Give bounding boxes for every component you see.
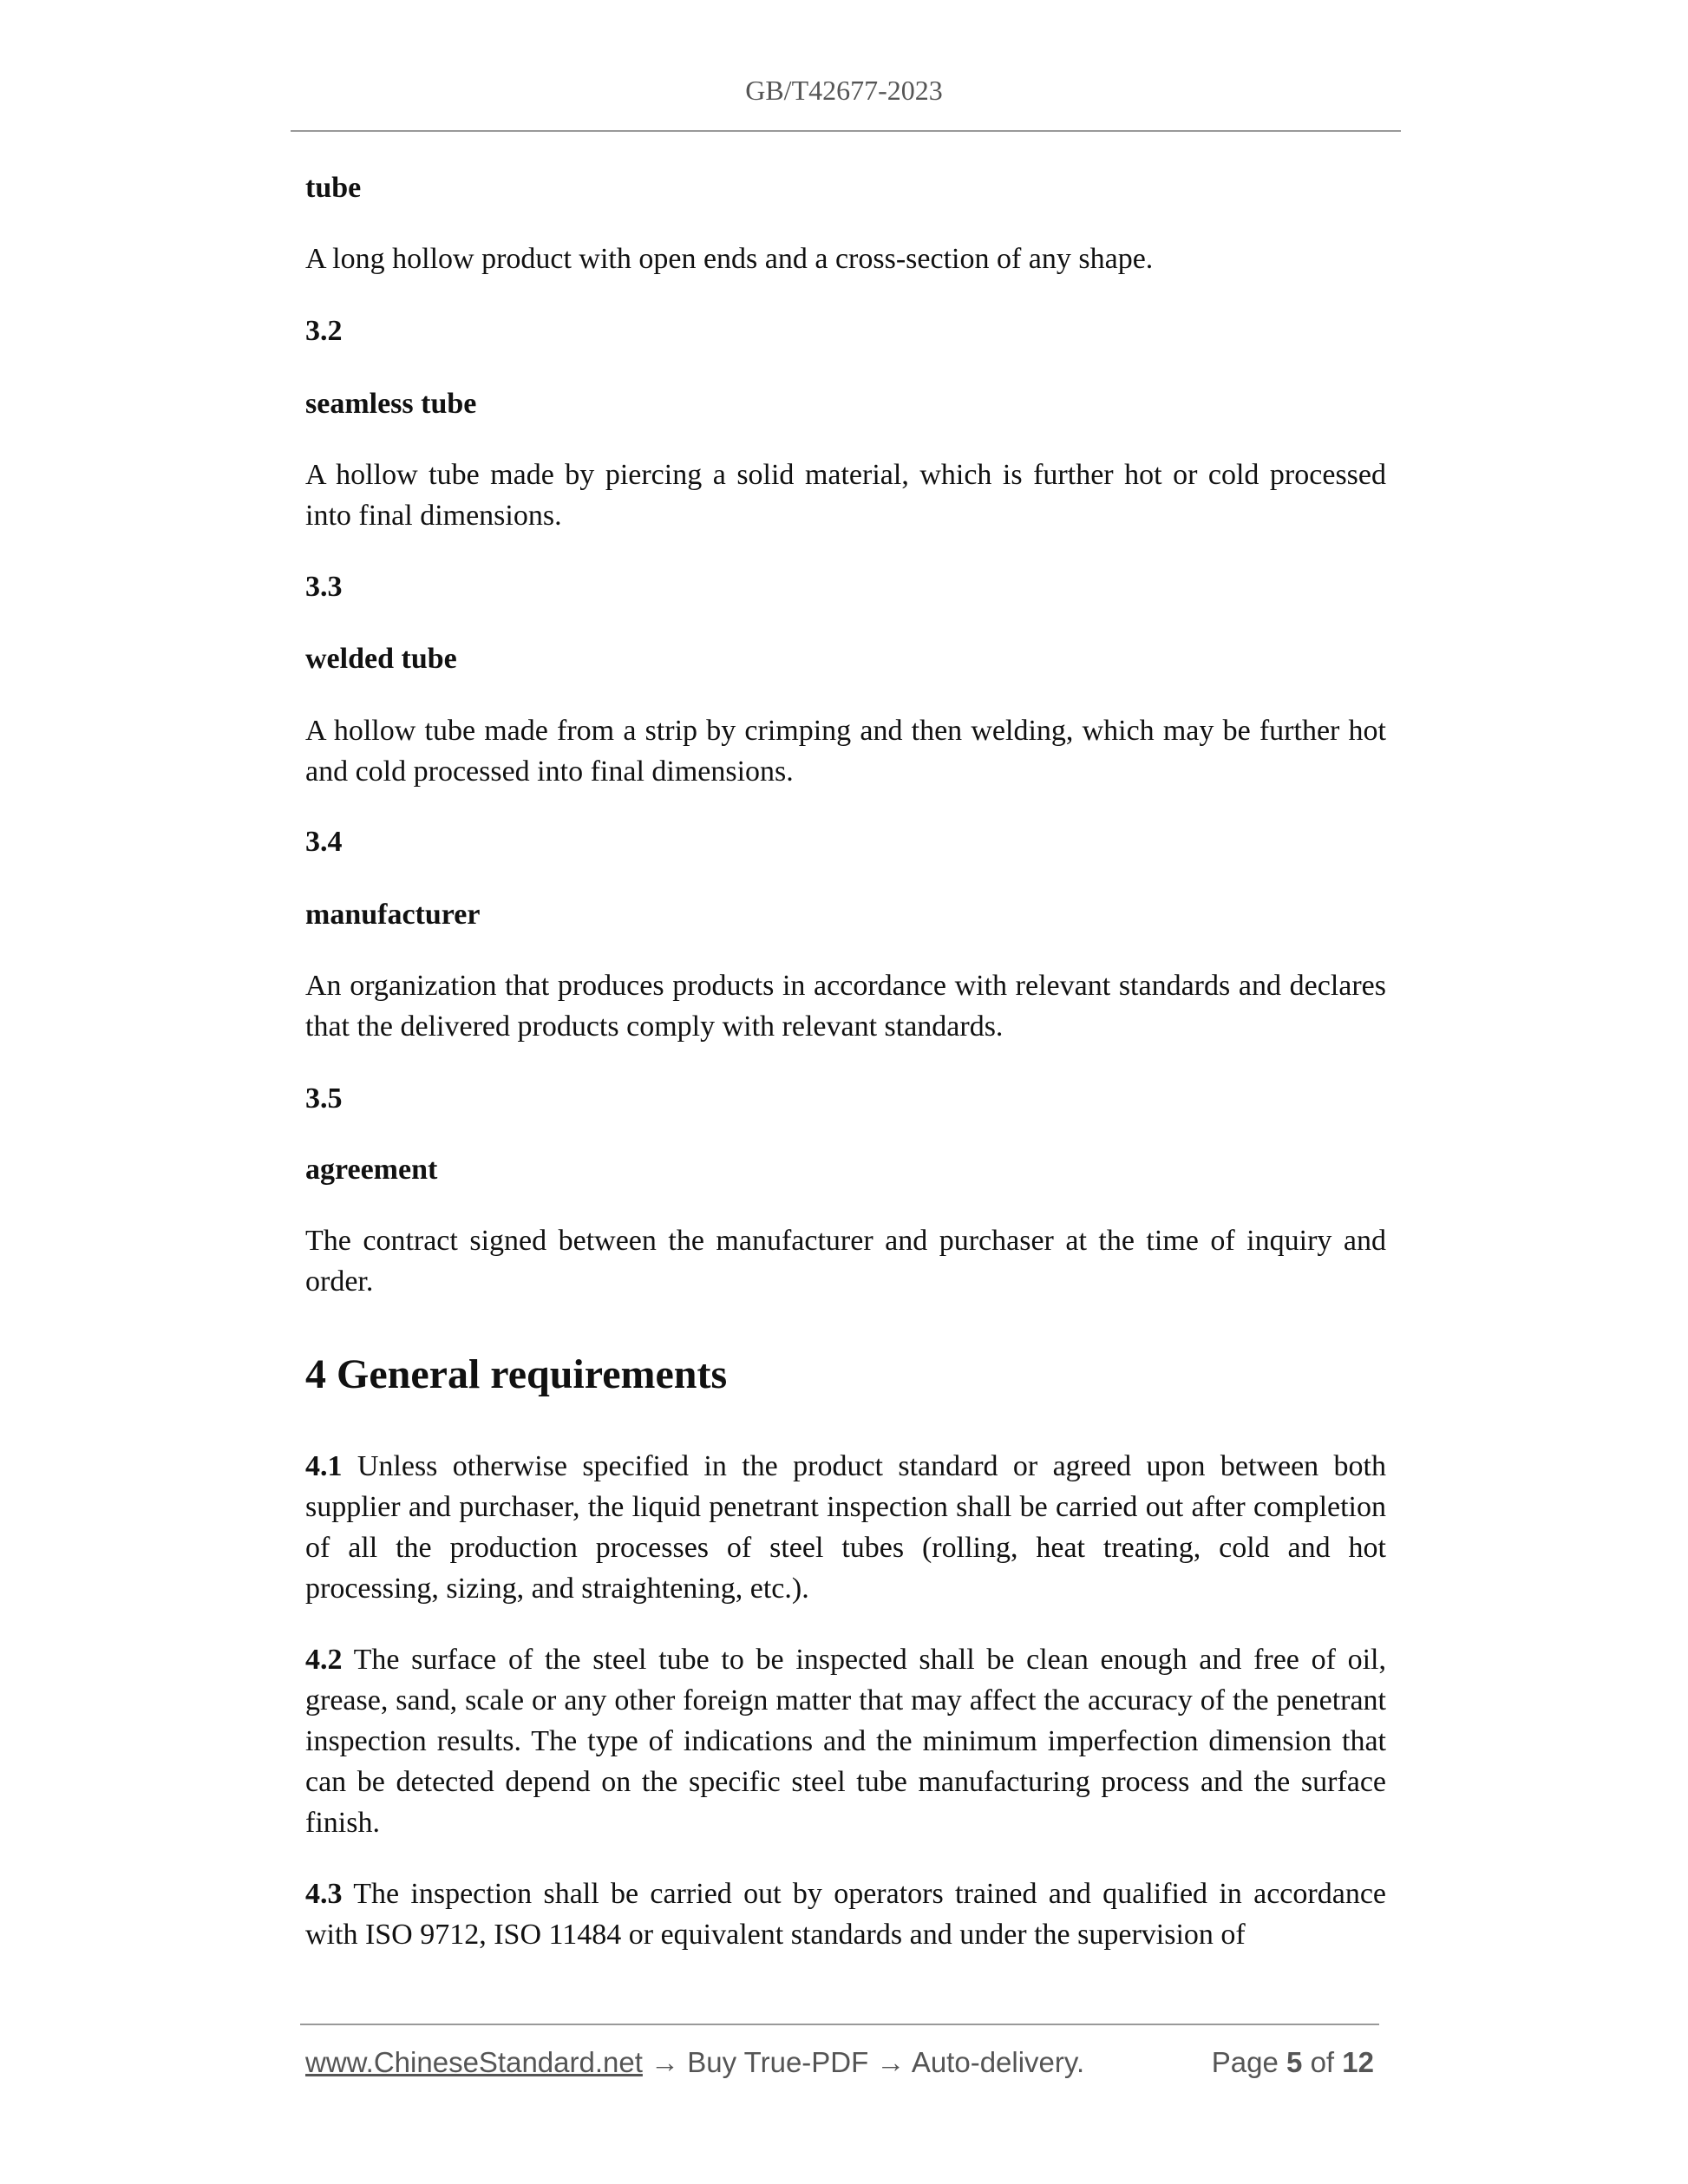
term-welded-tube: welded tube xyxy=(305,643,457,675)
term-number-3-4: 3.4 xyxy=(305,826,343,858)
clause-text: Unless otherwise specified in the product standard or agreed upon between both supplier and purchaser, the liquid penetrant inspection shall be carried out after completion of all the production processes of steel tubes (rolling, heat treating, cold and hot processing, sizing, and straightening, etc.). xyxy=(305,1450,1386,1605)
definition-welded-tube: A hollow tube made from a strip by crimping and then welding, which may be further hot and cold processed into final dimensions. xyxy=(305,715,1386,788)
section-heading: 4 General requirements xyxy=(305,1351,728,1397)
definition-manufacturer: An organization that produces products in accordance with relevant standards and declares that the delivered products comply with relevant standards. xyxy=(305,970,1386,1043)
page-indicator xyxy=(1212,2043,1374,2082)
footer-promo xyxy=(305,2043,1084,2082)
clause-4-3 xyxy=(305,1873,1386,1955)
definition-tube: A long hollow product with open ends and a cross-section of any shape. xyxy=(305,243,1154,275)
header-divider xyxy=(291,130,1401,132)
website-link[interactable]: www.ChineseStandard.net xyxy=(305,2046,643,2078)
clause-text: The inspection shall be carried out by operators trained and qualified in accordance with ISO 9712, ISO 11484 or equivalent standards and under the supervision of xyxy=(305,1878,1386,1951)
clause-number: 4.1 xyxy=(305,1450,343,1482)
page-label: Page xyxy=(1211,2046,1279,2078)
footer-promo-text: → Buy True-PDF → Auto-delivery. xyxy=(642,2046,1085,2078)
definition-seamless-tube: A hollow tube made by piercing a solid material, which is further hot or cold processed into final dimensions. xyxy=(305,459,1386,532)
of-label: of xyxy=(1310,2046,1335,2078)
term-tube: tube xyxy=(305,172,362,204)
term-seamless-tube: seamless tube xyxy=(305,388,477,420)
clause-4-2 xyxy=(305,1639,1386,1843)
clause-number: 4.2 xyxy=(305,1644,343,1676)
document-id-header: GB/T42677-2023 xyxy=(745,75,943,106)
term-number-3-2: 3.2 xyxy=(305,315,343,347)
definition-agreement: The contract signed between the manufacturer and purchaser at the time of inquiry and order. xyxy=(305,1225,1386,1298)
clause-number: 4.3 xyxy=(305,1878,343,1910)
clause-4-1 xyxy=(305,1446,1386,1609)
clause-text: The surface of the steel tube to be inspected shall be clean enough and free of oil, grease, sand, scale or any other foreign matter that may affect the accuracy of the penetrant inspection results. The type of indications and the minimum imperfection dimension that can be detected depend on the specific steel tube manufacturing process and the surface finish. xyxy=(305,1644,1386,1839)
total-pages: 12 xyxy=(1342,2046,1374,2078)
page-number: 5 xyxy=(1286,2046,1303,2078)
term-number-3-5: 3.5 xyxy=(305,1082,343,1115)
term-agreement: agreement xyxy=(305,1154,438,1186)
term-manufacturer: manufacturer xyxy=(305,899,481,931)
term-number-3-3: 3.3 xyxy=(305,571,343,603)
footer-divider xyxy=(300,2024,1379,2025)
